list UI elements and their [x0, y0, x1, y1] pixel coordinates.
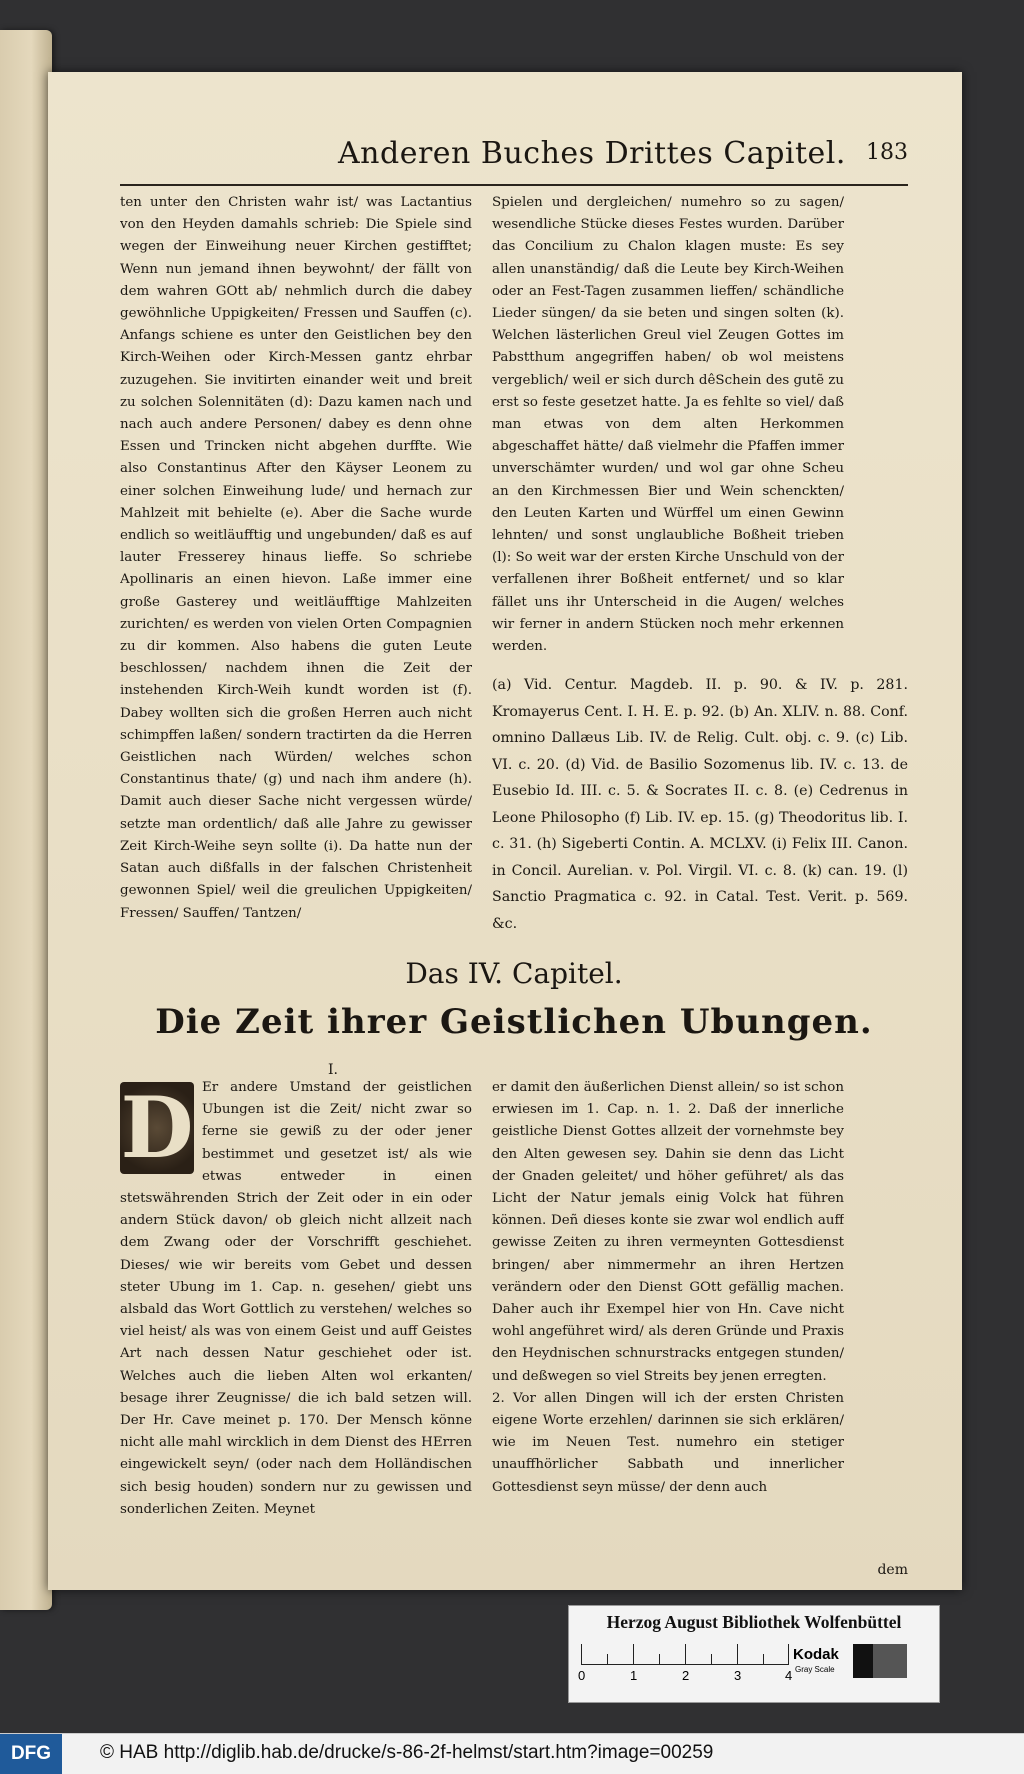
footer-bar [0, 1733, 1024, 1774]
ruler-tick [737, 1644, 738, 1664]
drop-cap-initial: D [120, 1078, 194, 1177]
running-head [288, 136, 908, 176]
text-column-left-upper: ten unter den Christen wahr ist/ was Lactantius von den Heyden damahls schrieb: Die Spiele sind wegen der Einweihung neuer Kirchen gestifftet; Wenn nun jemand ihnen beywohnt/ der fällt von dem wahren GOtt ab/ nehmlich durch die dabey gewöhnliche Uppigkeiten/ Fressen und Sauffen (c). Anfangs schiene es unter den Geistlichen bey den Kirch-Weihen oder Kirch-Messen gantz ehrbar zuzugehen. Sie invitirten einander weit und breit zu solchen Solennitäten (d): Dazu kamen nach und nach auch andere Personen/ dabey es denn ohne Essen und Trincken nicht abgehen durffte. Wie also Constantinus After den Käyser Leonem zu einer solchen Einweihung lude/ und hernach zur Mahlzeit mit behielte (e). Aber die Sache wurde endlich so weitläufftig und ungebunden/ daß es auf lauter Fresserey hinaus lieffe. So schriebe Apollinaris an einen hievon. Laße immer eine große Gasterey und weitläufftige Mahlzeiten zurichten/ es werden von vielen Orten Compagnien zu dir kommen. Also habens die guten Leute beschlossen/ nachdem ihnen die Zeit der instehenden Kirch-Weih kundt worden ist (f). Dabey wollten sich die großen Herren auch nicht schimpffen laßen/ sondern tractirten da die Herren Geistlichen nach Würden/ welches schon Constantinus thate/ (g) und nach ihm andere (h). Damit auch dieser Sache nicht vergessen würde/ setzte man ordentlich/ daß alle Jahre zu gewisser Zeit Kirch-Weihe seyn sollte (i). Da hatte nun der Satan auch dißfalls in der falschen Christenheit gewonnen Spiel/ weil die greulichen Uppigkeiten/ Fressen/ Sauffen/ Tantzen/ [120, 195, 472, 921]
text-column-right-lower: er damit den äußerlichen Dienst allein/ so ist schon erwiesen im 1. Cap. n. 1. 2. Daß der innerliche geistliche Dienst Gottes allzeit der vornehmste bey den Alten gewesen sey. Dahin sie denn das Licht der Gnaden geleitet/ und höher geführet/ als das Licht der Natur jemals einig Volck hat führen können. Deñ dieses konte sie zwar wol endlich auff gewisse Zeiten zu ihren vermeynten Gottesdienst bringen/ aber nimmermehr an ihren Hertzen verändern oder den Dienst GOtt gefällig machen. Daher auch ihr Exempel hier von Hn. Cave nicht wohl angeführet wird/ als deren Gründe und Praxis den Heydnischen schnurstracks entgegen stunden/ und deßwegen so viel Streits bey jenen erregten. 2. Vor allen Dingen will ich der ersten Christen eigene Worte erzehlen/ darinnen sie sich erklären/ wie im Neuen Test. numehro ein stetiger unauffhörlicher Sabbath und innerlicher Gottesdienst seyn müsse/ der denn auch [492, 1080, 844, 1495]
scale-number: 3 [734, 1668, 742, 1683]
footnotes: (a) Vid. Centur. Magdeb. II. p. 90. & IV. p. 281. Kromayerus Cent. I. H. E. p. 92. (b) An. XLIV. n. 88. Conf. omnino Dallæus Lib. IV. de Relig. Cult. obj. c. 9. (c) Lib. VI. c. 20. (d) Vid. de Basilio Sozomenus lib. IV. c. 13. de Eusebio Id. III. c. 5. & Socrates II. c. 8. (e) Cedrenus in Leone Philosopho (f) Lib. IV. ep. 15. (g) Theodoritus lib. I. c. 31. (h) Sigeberti Contin. A. MCLXV. (i) Felix III. Canon. in Concil. Aurelian. v. Pol. Virgil. VI. c. 8. (k) can. 19. (l) Sanctio Pragmatica c. 92. in Catal. Test. Verit. p. 569. &c. [492, 677, 908, 932]
page-number: 183 [866, 140, 908, 165]
chapter-title: Die Zeit ihrer Geistlichen Ubungen. [155, 1002, 873, 1042]
section-number: I. [328, 1062, 338, 1078]
ruler-tick [711, 1654, 712, 1664]
ruler-tick [607, 1654, 608, 1664]
gray-scale-ruler [581, 1644, 789, 1665]
ruler-tick [659, 1654, 660, 1664]
scale-numbers [578, 1668, 801, 1688]
text-column-left-lower: Er andere Umstand der geistlichen Ubungen ist die Zeit/ nicht zwar so ferne sie gewiß zu der oder jener bestimmet und gesetzet ist/ als wie etwas entweder in einen stetswährenden Strich der Zeit oder in ein oder andern Stück davon/ ob gleich nicht allzeit nach dem Zwang oder der Vorschrifft geschiehet. Dieses/ wie wir bereits vom Gebet und dessen steter Ubung im 1. Cap. n. gesehen/ giebt uns alsbald das Wort Gottlich zu verstehen/ welches so viel heist/ als was von einem Geist und auff Geistes Art nach dessen Natur geschiehet oder ist. Welches auch die lieben Alten wol erkanten/ besage ihrer Zeugnisse/ die ich bald setzen will. Der Hr. Cave meinet p. 170. Der Mensch könne nicht alle mahl wircklich in dem Dienst des HErren eingewickelt seyn/ (oder nach dem Holländischen sich besig houden) sondern nur zu gewissen und sonderlichen Zeiten. Meynet [120, 1080, 472, 1517]
library-color-card [568, 1605, 940, 1703]
ruler-tick [633, 1644, 634, 1664]
gray-swatch-mid [873, 1644, 907, 1678]
gray-scale-label: Gray Scale [795, 1665, 835, 1674]
dfg-logo[interactable]: DFG [0, 1734, 62, 1774]
copyright-link[interactable]: © HAB http://diglib.hab.de/drucke/s-86-2f-helmst/start.htm?image=00259 [100, 1742, 714, 1763]
header-rule [120, 184, 908, 186]
text-column-right-upper: Spielen und dergleichen/ numehro so zu sagen/ wesendliche Stücke dieses Festes wurden. Darüber das Concilium zu Chalon klagen muste: Es sey allen unanständig/ daß die Leute bey Kirch-Weihen oder an Fest-Tagen zusammen lieffen/ schändliche Lieder süngen/ da sie beten und singen solten (k). Welchen lästerlichen Greul viel Zeugen Gottes im Pabstthum angegriffen haben/ ob wol meistens vergeblich/ weil er sich durch dêSchein des gutẽ zu erst so feste gesetzet hatte. Ja es fehlte so viel/ daß man etwas von dem alten Herkommen abgeschaffet hätte/ daß vielmehr die Pfaffen immer unverschämter wurden/ und wol gar ohne Scheu an den Kirchmessen Bier und Wein schenckten/ den Leuten Karten und Würffel um einen Gewinn lehnten/ und sonst unglaubliche Boßheit trieben (l): So weit war der ersten Kirche Unschuld von der verfallenen ihrer Boßheit entfernet/ und so klar fället uns ihr Unterscheid in die Augen/ welches wir ferner in andern Stücken noch mehr erkennen werden. [492, 195, 844, 655]
scale-number: 0 [578, 1668, 586, 1683]
catchword: dem [877, 1562, 908, 1578]
ruler-tick [788, 1644, 789, 1664]
scale-number: 1 [630, 1668, 638, 1683]
ruler-tick [581, 1644, 582, 1664]
previous-page-edge [0, 30, 52, 1610]
running-head-title: Anderen Buches Drittes Capitel. [338, 136, 846, 171]
scale-number: 4 [785, 1668, 793, 1683]
chapter-heading: Das IV. Capitel. [405, 957, 623, 990]
gray-swatch-dark [853, 1644, 873, 1678]
ruler-tick [685, 1644, 686, 1664]
library-name: Herzog August Bibliothek Wolfenbüttel [606, 1612, 902, 1632]
ruler-tick [763, 1654, 764, 1664]
scale-number: 2 [682, 1668, 690, 1683]
book-page [48, 72, 962, 1590]
kodak-label: Kodak [793, 1646, 839, 1663]
